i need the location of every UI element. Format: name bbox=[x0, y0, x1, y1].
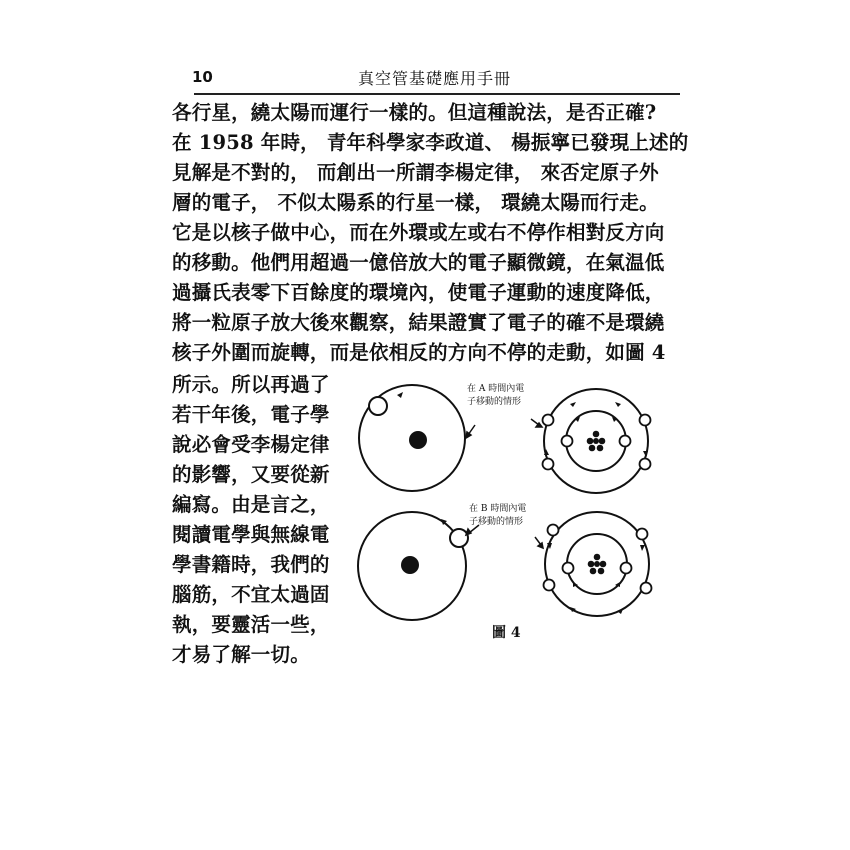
text-line: 核子外圍而旋轉，而是依相反的方向不停的走動，如圖 4 bbox=[172, 341, 666, 364]
nucleus-cluster-icon bbox=[587, 431, 606, 452]
arrow-icon bbox=[397, 392, 403, 398]
text-line: 的移動。他們用超過一億倍放大的電子顯微鏡，在氣温低 bbox=[172, 251, 665, 274]
text-line: 它是以核子做中心，而在外環或左或右不停作相對反方向 bbox=[172, 221, 665, 244]
electron-icon bbox=[620, 436, 631, 447]
electron-icon bbox=[544, 580, 555, 591]
label-line: 子移動的情形 bbox=[469, 517, 524, 527]
electron-icon bbox=[543, 459, 554, 470]
electron-icon bbox=[640, 415, 651, 426]
nucleus-cluster-icon bbox=[588, 554, 607, 575]
electron-icon bbox=[450, 529, 468, 547]
page-number: 10 bbox=[192, 68, 213, 86]
electron-icon bbox=[562, 436, 573, 447]
electron-icon bbox=[548, 525, 559, 536]
text-line: 若干年後，電子學 bbox=[172, 403, 330, 426]
text-line: 說必會受李楊定律 bbox=[172, 433, 330, 456]
electron-icon bbox=[563, 563, 574, 574]
text-line: 各行星，繞太陽而運行一樣的。但這種說法，是否正確? bbox=[172, 101, 657, 124]
text-line: 將一粒原子放大後來觀察，結果證實了電子的確不是環繞 bbox=[172, 311, 665, 334]
figure-label-a bbox=[467, 383, 524, 409]
text-line: 執，要靈活一些， bbox=[172, 613, 330, 636]
electron-icon bbox=[640, 459, 651, 470]
label-line: 在 B 時間內電 bbox=[469, 504, 527, 514]
label-line: 子移動的情形 bbox=[467, 397, 522, 407]
figure-4 bbox=[355, 375, 675, 650]
running-title: 真空管基礎應用手冊 bbox=[358, 69, 512, 88]
text-line: 在 1958 年時， 青年科學家李政道、 楊振寧已發現上述的 bbox=[172, 131, 689, 154]
text-line: 才易了解一切。 bbox=[172, 643, 310, 666]
text-line: 見解是不對的， 而創出一所謂李楊定律， 來否定原子外 bbox=[172, 161, 659, 184]
text-line: 腦筋，不宜太過固 bbox=[172, 583, 330, 606]
page-header bbox=[192, 66, 676, 90]
electron-icon bbox=[641, 583, 652, 594]
figure-label-b bbox=[469, 503, 526, 529]
electron-icon bbox=[543, 415, 554, 426]
text-line: 學書籍時，我們的 bbox=[172, 553, 330, 576]
figure-caption: 圖 4 bbox=[492, 625, 521, 641]
text-line: 的影響，又要從新 bbox=[172, 463, 330, 486]
nucleus-icon bbox=[401, 556, 419, 574]
electron-icon bbox=[621, 563, 632, 574]
text-line: 閱讀電學與無線電 bbox=[172, 523, 330, 546]
label-line: 在 A 時間內電 bbox=[467, 384, 525, 394]
nucleus-icon bbox=[409, 431, 427, 449]
header-rule bbox=[194, 93, 680, 95]
electron-icon bbox=[637, 529, 648, 540]
text-line: 過攝氏表零下百餘度的環境內，使電子運動的速度降低， bbox=[172, 281, 665, 304]
electron-icon bbox=[369, 397, 387, 415]
text-line: 編寫。由是言之， bbox=[172, 493, 330, 516]
text-line: 層的電子， 不似太陽系的行星一樣， 環繞太陽而行走。 bbox=[172, 191, 659, 214]
text-line: 所示。所以再過了 bbox=[172, 373, 330, 396]
